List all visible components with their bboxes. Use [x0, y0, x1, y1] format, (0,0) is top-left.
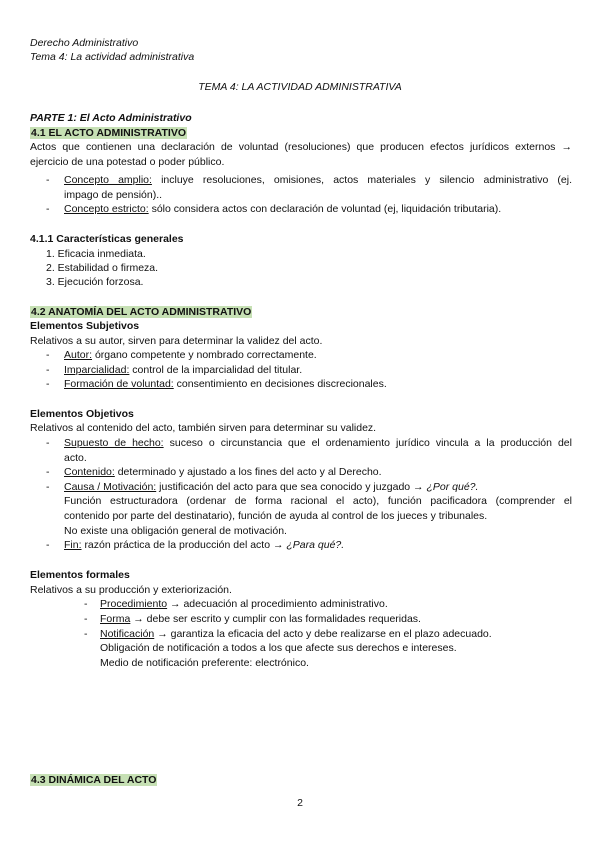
concept-estricto: [64, 203, 501, 215]
bullet-dash: -: [46, 481, 50, 493]
supuesto-line-2: acto.: [64, 452, 87, 464]
supuesto-text: suceso o circunstancia que el ordenamiento jurídico vincula a la producción del: [169, 437, 572, 449]
term-causa-motivacion: Causa / Motivación:: [64, 481, 157, 493]
autor-text: órgano competente y nombrado correctamente.: [94, 349, 317, 361]
term-autor: Autor:: [64, 349, 93, 361]
funcion-line-2: contenido por parte del destinatario), función de ayuda al control de los jueces y tribunales.: [64, 510, 488, 522]
subjetivo-imparcialidad: [64, 364, 302, 376]
formales-title: Elementos formales: [30, 569, 130, 581]
term-concepto-estricto: Concepto estricto:: [64, 203, 149, 215]
objetivo-contenido: [64, 466, 382, 478]
term-forma: Forma: [100, 613, 131, 625]
part-title: PARTE 1: El Acto Administrativo: [30, 112, 192, 124]
concept-amplio-text: incluye resoluciones, omisiones, actos materiales y silencio administrativo (ej.: [161, 174, 573, 186]
bullet-dash: -: [46, 466, 50, 478]
funcion-line-3: No existe una obligación general de motivación.: [64, 525, 287, 537]
bullet-dash: -: [46, 349, 50, 361]
objetivo-supuesto: [64, 437, 572, 449]
imparcialidad-text: control de la imparcialidad del titular.: [132, 364, 303, 376]
notificacion-text: → garantiza la eficacia del acto y debe realizarse en el plazo adecuado.: [157, 628, 492, 640]
term-fin: Fin:: [64, 539, 82, 551]
subjetivo-formacion: [64, 378, 387, 390]
fin-text: razón práctica de la producción del acto →: [84, 539, 284, 551]
section-heading-4-3: 4.3 DINÁMICA DEL ACTO: [31, 774, 157, 786]
procedimiento-text: → adecuación al procedimiento administrativo.: [170, 598, 388, 610]
subjetivo-autor: [64, 349, 317, 361]
causa-question: ¿Por qué?.: [426, 481, 479, 493]
formal-notificacion: [100, 628, 492, 640]
bullet-dash: -: [46, 364, 50, 376]
bullet-dash: -: [84, 628, 88, 640]
formacion-text: consentimiento en decisiones discrecionales.: [176, 378, 387, 390]
concept-estricto-text: sólo considera actos con declaración de voluntad (ej, liquidación tributaria).: [151, 203, 502, 215]
objetivo-fin: [64, 539, 344, 551]
objetivos-title: Elementos Objetivos: [30, 408, 134, 420]
document-title: TEMA 4: LA ACTIVIDAD ADMINISTRATIVA: [198, 81, 402, 93]
funcion-line-1: Función estructuradora (ordenar de forma racional el acto), función pacificadora (comprender el: [64, 495, 572, 507]
list-item-2: 2. Estabilidad o firmeza.: [46, 262, 159, 274]
term-contenido: Contenido:: [64, 466, 115, 478]
bullet-dash: -: [84, 613, 88, 625]
formal-forma: [100, 613, 421, 625]
term-imparcialidad: Imparcialidad:: [64, 364, 130, 376]
fin-question: ¿Para qué?.: [286, 539, 345, 551]
formales-intro: Relativos a su producción y exteriorización.: [30, 584, 232, 596]
term-formacion-voluntad: Formación de voluntad:: [64, 378, 174, 390]
bullet-dash: -: [46, 437, 50, 449]
page-number: 2: [297, 797, 303, 809]
intro-line-2: ejercicio de una potestad o poder público.: [30, 156, 225, 168]
header-topic: Tema 4: La actividad administrativa: [30, 51, 195, 63]
bullet-dash: -: [46, 174, 50, 186]
section-heading-4-1: 4.1 EL ACTO ADMINISTRATIVO: [31, 127, 186, 139]
bullet-dash: -: [46, 203, 50, 215]
bullet-dash: -: [84, 598, 88, 610]
formal-procedimiento: [100, 598, 388, 610]
header-course: Derecho Administrativo: [30, 37, 139, 49]
forma-text: → debe ser escrito y cumplir con las formalidades requeridas.: [133, 613, 421, 625]
causa-text: justificación del acto para que sea conocido y juzgado →: [159, 481, 424, 493]
intro-line-1: Actos que contienen una declaración de voluntad (resoluciones) que producen efectos jurídicos externos →: [30, 141, 572, 153]
list-item-1: 1. Eficacia inmediata.: [46, 248, 146, 260]
bullet-dash: -: [46, 378, 50, 390]
concept-amplio-line-2: impago de pensión)..: [64, 189, 163, 201]
concept-amplio: [64, 174, 572, 186]
term-supuesto-hecho: Supuesto de hecho:: [64, 437, 164, 449]
notificacion-line-2: Obligación de notificación a todos a los que afecte sus derechos e intereses.: [100, 642, 457, 654]
section-heading-4-1-1: 4.1.1 Características generales: [30, 233, 184, 245]
bullet-dash: -: [46, 539, 50, 551]
term-notificacion: Notificación: [100, 628, 155, 640]
objetivos-intro: Relativos al contenido del acto, también sirven para determinar su validez.: [30, 422, 377, 434]
term-procedimiento: Procedimiento: [100, 598, 168, 610]
notificacion-line-3: Medio de notificación preferente: electrónico.: [100, 657, 309, 669]
subjetivos-intro: Relativos a su autor, sirven para determinar la validez del acto.: [30, 335, 323, 347]
section-heading-4-2: 4.2 ANATOMÍA DEL ACTO ADMINISTRATIVO: [31, 306, 252, 318]
list-item-3: 3. Ejecución forzosa.: [46, 276, 144, 288]
objetivo-causa: [64, 481, 478, 493]
contenido-text: determinado y ajustado a los fines del acto y al Derecho.: [117, 466, 382, 478]
term-concepto-amplio: Concepto amplio:: [64, 174, 152, 186]
subjetivos-title: Elementos Subjetivos: [30, 320, 140, 332]
